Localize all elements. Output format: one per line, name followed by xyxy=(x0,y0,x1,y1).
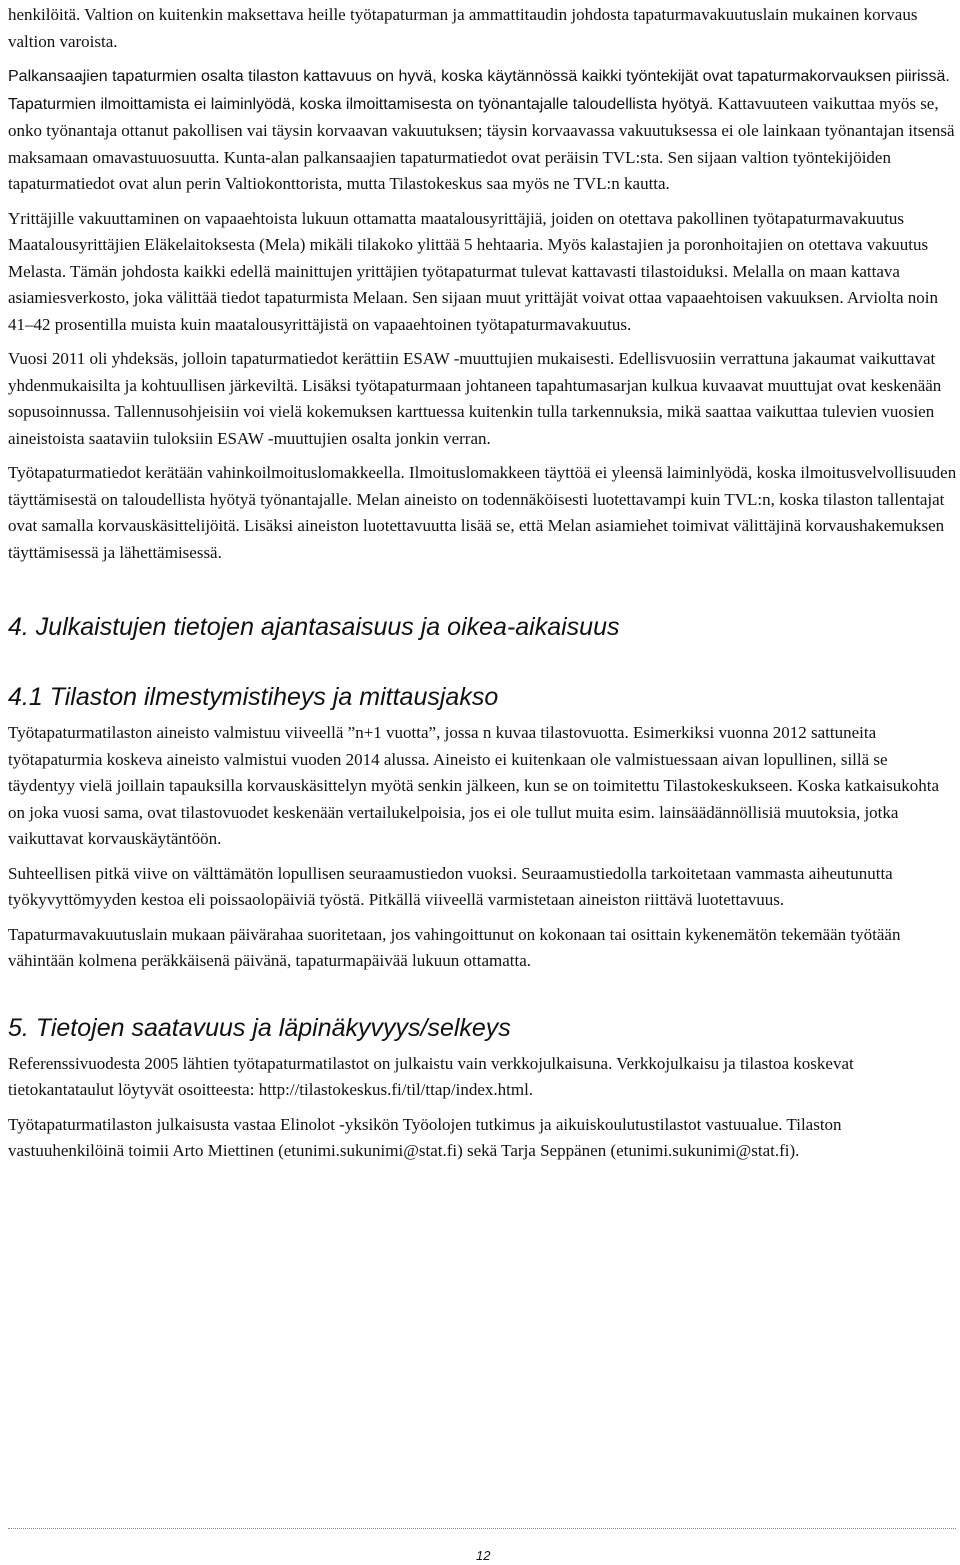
paragraph xyxy=(8,2,958,55)
paragraph: Tapaturmavakuutuslain mukaan päivärahaa suoritetaan, jos vahingoittunut on kokonaan tai osittain kykenemätön tekemään työtään vähintään kolmena peräkkäisenä päivänä, tapaturmapäivää lukuun ottamatta. xyxy=(8,924,901,970)
paragraph: Referenssivuodesta 2005 lähtien työtapaturmatilastot on julkaistu vain verkkojulkaisuna. Verkkojulkaisu ja tilastoa koskevat tietokantataulut löytyvät osoitteesta: http://tilastokeskus.fi/til/ttap/index.html. xyxy=(8,1053,854,1099)
paragraph: Suhteellisen pitkä viive on välttämätön lopullisen seuraamustiedon vuoksi. Seuraamustiedolla tarkoitetaan vammasta aiheutunutta työkyvyttömyyden kestoa eli poissaolopäiviä työstä. Pitkällä viiveellä varmistetaan aineiston riittävä luotettavuus. xyxy=(8,863,893,909)
section-heading-5: 5. Tietojen saatavuus ja läpinäkyvyys/selkeys xyxy=(8,1013,511,1042)
paragraph-text-sans: Palkansaajien tapaturmien osalta tilaston kattavuus on hyvä, koska käytännössä kaikki työntekijät ovat tapaturmakorvauksen piirissä. xyxy=(8,68,950,85)
page-content xyxy=(8,2,958,1173)
paragraph-text: henkilöitä. Valtion on kuitenkin maksettava heille työtapaturman ja ammattitaudin johdosta tapaturmavakuutuslain mukainen korvaus valtion varoista. xyxy=(8,5,918,51)
paragraph xyxy=(8,460,958,566)
paragraph-text: Vuosi 2011 oli yhdeksäs, jolloin tapaturmatiedot kerättiin ESAW -muuttujien mukaisesti. Edellisvuosiin verrattuna jakaumat vaikuttavat yhdenmukaisilta ja kohtuullisen järkeviltä. Lisäksi työtapaturmaan johtaneen tapahtumasarjan kulkua kuvaavat muuttujat ovat keskenään sopusoinnussa. Tallennusohjeisiin voi vielä kokemuksen karttuessa kuitenkin tulla tarkennuksia, mikä saattaa vaikuttaa tulevien vuosien aineistoista saataviin tuloksiin ESAW -muuttujien osalta jonkin verran. xyxy=(8,349,942,448)
footer-divider xyxy=(8,1528,956,1529)
section-heading-4: 4. Julkaistujen tietojen ajantasaisuus ja oikea-aikaisuus xyxy=(8,613,620,641)
page-number: 12 xyxy=(476,1548,491,1563)
paragraph-text: Työtapaturmatiedot kerätään vahinkoilmoituslomakkeella. Ilmoituslomakkeen täyttöä ei yleensä laiminlyödä, koska ilmoitusvelvollisuuden täyttämisestä on taloudellista hyötyä työnantajalle. Melan aineisto on todennäköisesti luotettavampi kuin TVL:n, koska tilaston tallentajat ovat samalla korvauskäsittelijöitä. Lisäksi aineiston luotettavuutta lisää se, että Melan asiamiehet toimivat välittäjinä korvaushakemuksen täyttämisessä ja lähettämisessä. xyxy=(8,463,957,562)
paragraph xyxy=(8,206,958,339)
paragraph: Työtapaturmatilaston aineisto valmistuu viiveellä ”n+1 vuotta”, jossa n kuvaa tilastovuotta. Esimerkiksi vuonna 2012 sattuneita työtapaturmia koskeva aineisto valmistui vuoden 2014 alussa. Aineisto ei kuitenkaan ole valmistuessaan aivan lopullinen, sillä se täydentyy vielä joillain tapauksilla korvauskäsittelyn myötä senkin jälkeen, kun se on toimitettu Tilastokeskukseen. Koska katkaisukohta on joka vuosi sama, ovat tilastovuodet keskenään vertailukelpoisia, jos ei ole tullut muita esim. lainsäädännöllisiä muutoksia, jotka vaikuttavat korvauskäytäntöön. xyxy=(8,723,940,848)
paragraph-text: Yrittäjille vakuuttaminen on vapaaehtoista lukuun ottamatta maatalousyrittäjiä, joiden on otettava pakollinen työtapaturmavakuutus Maatalousyrittäjien Eläkelaitoksesta (Mela) mikäli tilakoko ylittää 5 hehtaaria. Myös kalastajien ja poronhoitajien on otettava vakuutus Melasta. Tämän johdosta kaikki edellä mainittujen yrittäjien työtapaturmat tulevat kattavasti tilastoiduksi. Melalla on maan kattava asiamiesverkosto, joka välittää tiedot tapaturmista Melaan. Sen sijaan muut yrittäjät voivat ottaa vapaaehtoisen vakuuksen. Arviolta noin 41–42 prosentilla muista kuin maatalousyrittäjistä on vapaaehtoinen työtapaturmavakuutus. xyxy=(8,208,939,334)
section-heading-4-1: 4.1 Tilaston ilmestymistiheys ja mittausjakso xyxy=(8,683,499,711)
paragraph: Työtapaturmatilaston julkaisusta vastaa Elinolot -yksikön Työolojen tutkimus ja aikuiskoulutustilastot vastuualue. Tilaston vastuuhenkilöinä toimii Arto Miettinen (etunimi.sukunimi@stat.fi) sekä Tarja Seppänen (etunimi.sukunimi@stat.fi). xyxy=(8,1114,842,1160)
paragraph-text: Kattavuuteen vaikuttaa myös se, onko työnantaja ottanut pakollisen vai täysin korvaavan vakuutuksen; täysin korvaavassa vakuutuksessa ei ole lainkaan työnantajan itsensä maksamaan omavastuuosuutta. Kunta-alan palkansaajien tapaturmatiedot ovat peräisin TVL:sta. Sen sijaan valtion työntekijöiden tapaturmatiedot ovat alun perin Valtiokonttorista, mutta Tilastokeskus saa myös ne TVL:n kautta. xyxy=(8,93,955,193)
paragraph-text-sans: Tapaturmien ilmoittamista ei laiminlyödä, koska ilmoittamisesta on työnantajalle taloudellista hyötyä. xyxy=(8,95,718,113)
paragraph xyxy=(8,346,958,452)
paragraph xyxy=(8,63,958,198)
